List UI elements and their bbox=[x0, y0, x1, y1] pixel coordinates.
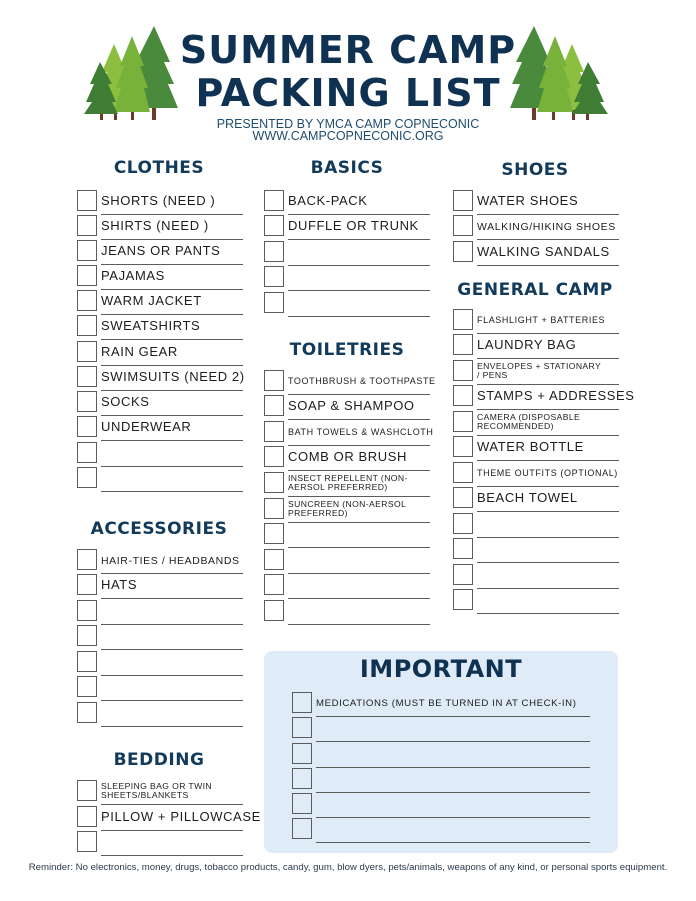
write-line bbox=[101, 700, 243, 702]
list-item[interactable] bbox=[77, 341, 243, 366]
item-label: PAJAMAS bbox=[101, 268, 165, 283]
item-label: BACK-PACK bbox=[288, 193, 368, 208]
write-line bbox=[288, 547, 430, 549]
checkbox[interactable] bbox=[453, 385, 473, 406]
checkbox[interactable] bbox=[453, 215, 473, 236]
write-line bbox=[288, 239, 430, 241]
write-line bbox=[477, 265, 619, 267]
checkbox[interactable] bbox=[77, 806, 97, 827]
section-title-important: IMPORTANT bbox=[359, 655, 523, 683]
list-item[interactable] bbox=[77, 702, 243, 727]
list-item[interactable] bbox=[292, 793, 592, 818]
item-label: SWIMSUITS (NEED 2) bbox=[101, 369, 245, 384]
list-item[interactable] bbox=[453, 513, 619, 538]
pine-trees-icon bbox=[510, 22, 610, 126]
checkbox[interactable] bbox=[292, 743, 312, 764]
item-label: JEANS OR PANTS bbox=[101, 243, 221, 258]
checkbox[interactable] bbox=[453, 564, 473, 585]
list-item[interactable] bbox=[292, 768, 592, 793]
list-item[interactable] bbox=[77, 240, 243, 265]
checkbox[interactable] bbox=[77, 549, 97, 570]
page-header bbox=[0, 0, 696, 150]
write-line bbox=[316, 741, 590, 743]
checkbox[interactable] bbox=[292, 768, 312, 789]
item-label: WARM JACKET bbox=[101, 293, 202, 308]
important-panel bbox=[264, 651, 618, 853]
list-item[interactable] bbox=[453, 334, 619, 359]
checkbox[interactable] bbox=[77, 190, 97, 211]
list-item[interactable] bbox=[264, 215, 430, 240]
list-item[interactable] bbox=[77, 600, 243, 625]
write-line bbox=[288, 470, 430, 472]
item-label: HAIR-TIES / HEADBANDS bbox=[101, 555, 240, 567]
checkbox[interactable] bbox=[292, 692, 312, 713]
checkbox[interactable] bbox=[77, 290, 97, 311]
checkbox[interactable] bbox=[264, 266, 284, 287]
list-item[interactable] bbox=[77, 467, 243, 492]
list-item[interactable] bbox=[77, 831, 243, 856]
write-line bbox=[101, 440, 243, 442]
checkbox[interactable] bbox=[77, 676, 97, 697]
checkbox[interactable] bbox=[453, 513, 473, 534]
checkbox[interactable] bbox=[77, 265, 97, 286]
list-item[interactable] bbox=[264, 241, 430, 266]
list-item[interactable] bbox=[453, 241, 619, 266]
list-item[interactable] bbox=[453, 538, 619, 563]
checkbox[interactable] bbox=[264, 523, 284, 544]
checkbox[interactable] bbox=[77, 831, 97, 852]
list-item[interactable] bbox=[77, 391, 243, 416]
checkbox[interactable] bbox=[264, 241, 284, 262]
item-label: COMB OR BRUSH bbox=[288, 449, 408, 464]
list-item[interactable] bbox=[453, 215, 619, 240]
checkbox[interactable] bbox=[77, 600, 97, 621]
list-item[interactable] bbox=[264, 266, 430, 291]
list-item[interactable] bbox=[453, 564, 619, 589]
checkbox[interactable] bbox=[453, 334, 473, 355]
list-item[interactable] bbox=[453, 436, 619, 461]
item-label: ENVELOPES + STATIONARY / PENS bbox=[477, 361, 601, 380]
list-item[interactable] bbox=[77, 625, 243, 650]
list-item[interactable] bbox=[292, 717, 592, 742]
list-item[interactable] bbox=[77, 315, 243, 340]
list-item[interactable] bbox=[264, 498, 430, 523]
list-item[interactable] bbox=[453, 589, 619, 614]
item-label: DUFFLE OR TRUNK bbox=[288, 218, 419, 233]
item-label: SOAP & SHAMPOO bbox=[288, 398, 415, 413]
item-label: WALKING SANDALS bbox=[477, 244, 610, 259]
website-link[interactable]: WWW.CAMPCOPNECONIC.ORG bbox=[252, 129, 444, 143]
checkbox[interactable] bbox=[292, 818, 312, 839]
item-label: WATER BOTTLE bbox=[477, 439, 584, 454]
checkbox[interactable] bbox=[264, 574, 284, 595]
list-item[interactable] bbox=[264, 395, 430, 420]
section-title-basics: BASICS bbox=[310, 158, 384, 178]
write-line bbox=[101, 339, 243, 341]
write-line bbox=[288, 290, 430, 292]
item-label: UNDERWEAR bbox=[101, 419, 192, 434]
checkbox[interactable] bbox=[77, 780, 97, 801]
item-label: MEDICATIONS (MUST BE TURNED IN AT CHECK-IN) bbox=[316, 698, 577, 709]
write-line bbox=[101, 726, 243, 728]
checkbox[interactable] bbox=[77, 315, 97, 336]
checkbox[interactable] bbox=[453, 462, 473, 483]
item-label: LAUNDRY BAG bbox=[477, 337, 577, 352]
list-item[interactable] bbox=[264, 370, 436, 395]
write-line bbox=[101, 855, 243, 857]
write-line bbox=[477, 511, 619, 513]
item-label: FLASHLIGHT + BATTERIES bbox=[477, 315, 606, 325]
write-line bbox=[288, 419, 430, 421]
checkbox[interactable] bbox=[77, 341, 97, 362]
checkbox[interactable] bbox=[264, 472, 284, 493]
write-line bbox=[101, 804, 243, 806]
write-line bbox=[101, 598, 243, 600]
list-item[interactable] bbox=[77, 574, 243, 599]
presented-by: PRESENTED BY YMCA CAMP COPNECONIC bbox=[216, 117, 480, 131]
checkbox[interactable] bbox=[264, 446, 284, 467]
list-item[interactable] bbox=[453, 360, 619, 385]
list-item[interactable] bbox=[264, 600, 430, 625]
item-label: SHORTS (NEED ) bbox=[101, 193, 216, 208]
checkbox[interactable] bbox=[77, 625, 97, 646]
checkbox[interactable] bbox=[264, 498, 284, 519]
write-line bbox=[477, 358, 619, 360]
list-item[interactable] bbox=[453, 309, 619, 334]
list-item[interactable] bbox=[77, 442, 243, 467]
checkbox[interactable] bbox=[453, 411, 473, 432]
item-label: CAMERA (DISPOSABLE RECOMMENDED) bbox=[477, 412, 581, 431]
item-label: THEME OUTFITS (OPTIONAL) bbox=[477, 468, 618, 478]
item-label: WATER SHOES bbox=[477, 193, 579, 208]
checkbox[interactable] bbox=[292, 717, 312, 738]
item-label: PILLOW + PILLOWCASE bbox=[101, 809, 261, 824]
list-item[interactable] bbox=[453, 190, 619, 215]
write-line bbox=[477, 562, 619, 564]
write-line bbox=[288, 598, 430, 600]
checkbox[interactable] bbox=[453, 360, 473, 381]
checkbox[interactable] bbox=[264, 395, 284, 416]
checkbox[interactable] bbox=[264, 370, 284, 391]
title-line-1: SUMMER CAMP bbox=[179, 28, 517, 72]
checkbox[interactable] bbox=[264, 292, 284, 313]
checkbox[interactable] bbox=[453, 190, 473, 211]
checkbox[interactable] bbox=[77, 416, 97, 437]
list-item[interactable] bbox=[77, 290, 243, 315]
checkbox[interactable] bbox=[264, 600, 284, 621]
item-label: BEACH TOWEL bbox=[477, 490, 578, 505]
checkbox[interactable] bbox=[77, 574, 97, 595]
checkbox[interactable] bbox=[77, 702, 97, 723]
list-item[interactable] bbox=[453, 411, 619, 436]
checkbox[interactable] bbox=[264, 190, 284, 211]
checkbox[interactable] bbox=[264, 549, 284, 570]
list-item[interactable] bbox=[292, 743, 592, 768]
write-line bbox=[477, 613, 619, 615]
list-item[interactable] bbox=[77, 416, 243, 441]
item-label: SWEATSHIRTS bbox=[101, 318, 201, 333]
list-item[interactable] bbox=[453, 462, 619, 487]
item-label: BATH TOWELS & WASHCLOTH bbox=[288, 427, 434, 437]
section-title-general-camp: GENERAL CAMP bbox=[457, 280, 613, 300]
list-item[interactable] bbox=[77, 549, 243, 574]
checkbox[interactable] bbox=[77, 651, 97, 672]
list-item[interactable] bbox=[292, 692, 592, 717]
write-line bbox=[477, 409, 619, 411]
checkbox[interactable] bbox=[453, 436, 473, 457]
list-item[interactable] bbox=[264, 190, 430, 215]
checkbox[interactable] bbox=[264, 421, 284, 442]
item-label: TOOTHBRUSH & TOOTHPASTE bbox=[288, 376, 436, 386]
write-line bbox=[288, 496, 430, 498]
section-title-accessories: ACCESSORIES bbox=[90, 519, 228, 539]
list-item[interactable] bbox=[453, 487, 619, 512]
item-label: INSECT REPELLENT (NON-AERSOL PREFERRED) bbox=[288, 473, 408, 492]
list-item[interactable] bbox=[264, 421, 434, 446]
item-label: SLEEPING BAG OR TWIN SHEETS/BLANKETS bbox=[101, 781, 212, 800]
write-line bbox=[288, 624, 430, 626]
item-label: HATS bbox=[101, 577, 138, 592]
section-title-shoes: SHOES bbox=[501, 160, 569, 180]
checkbox[interactable] bbox=[77, 240, 97, 261]
item-label: SUNCREEN (NON-AERSOL PREFERRED) bbox=[288, 499, 406, 518]
list-item[interactable] bbox=[264, 446, 430, 471]
write-line bbox=[101, 491, 243, 493]
checkbox[interactable] bbox=[453, 309, 473, 330]
list-item[interactable] bbox=[77, 780, 243, 805]
write-line bbox=[477, 460, 619, 462]
checkbox[interactable] bbox=[77, 366, 97, 387]
list-item[interactable] bbox=[453, 385, 635, 410]
list-item[interactable] bbox=[77, 651, 243, 676]
list-item[interactable] bbox=[77, 806, 261, 831]
checkbox[interactable] bbox=[77, 391, 97, 412]
item-label: WALKING/HIKING SHOES bbox=[477, 221, 616, 233]
checkbox[interactable] bbox=[264, 215, 284, 236]
checkbox[interactable] bbox=[453, 241, 473, 262]
write-line bbox=[477, 239, 619, 241]
footer-reminder: Reminder: No electronics, money, drugs, tobacco products, candy, gum, blow dyers, pets/animals, weapons of any kind, or personal sports equipment. bbox=[28, 862, 668, 873]
list-item[interactable] bbox=[292, 818, 592, 843]
checkbox[interactable] bbox=[292, 793, 312, 814]
checkbox[interactable] bbox=[453, 589, 473, 610]
checkbox[interactable] bbox=[453, 487, 473, 508]
list-item[interactable] bbox=[77, 676, 243, 701]
list-item[interactable] bbox=[77, 366, 243, 391]
list-item[interactable] bbox=[264, 549, 430, 574]
list-item[interactable] bbox=[264, 574, 430, 599]
item-label: SHIRTS (NEED ) bbox=[101, 218, 209, 233]
list-item[interactable] bbox=[264, 292, 430, 317]
list-item[interactable] bbox=[77, 265, 243, 290]
list-item[interactable] bbox=[77, 190, 243, 215]
checkbox[interactable] bbox=[453, 538, 473, 559]
section-title-clothes: CLOTHES bbox=[113, 158, 205, 178]
item-label: RAIN GEAR bbox=[101, 344, 178, 359]
write-line bbox=[101, 649, 243, 651]
list-item[interactable] bbox=[264, 472, 430, 497]
write-line bbox=[288, 316, 430, 318]
list-item[interactable] bbox=[264, 523, 430, 548]
checkbox[interactable] bbox=[77, 215, 97, 236]
title-line-2: PACKING LIST bbox=[195, 71, 501, 115]
write-line bbox=[316, 842, 590, 844]
checkbox[interactable] bbox=[77, 467, 97, 488]
item-label: STAMPS + ADDRESSES bbox=[477, 388, 635, 403]
section-title-toiletries: TOILETRIES bbox=[289, 340, 405, 360]
section-title-bedding: BEDDING bbox=[113, 750, 205, 770]
checkbox[interactable] bbox=[77, 442, 97, 463]
list-item[interactable] bbox=[77, 215, 243, 240]
item-label: SOCKS bbox=[101, 394, 150, 409]
